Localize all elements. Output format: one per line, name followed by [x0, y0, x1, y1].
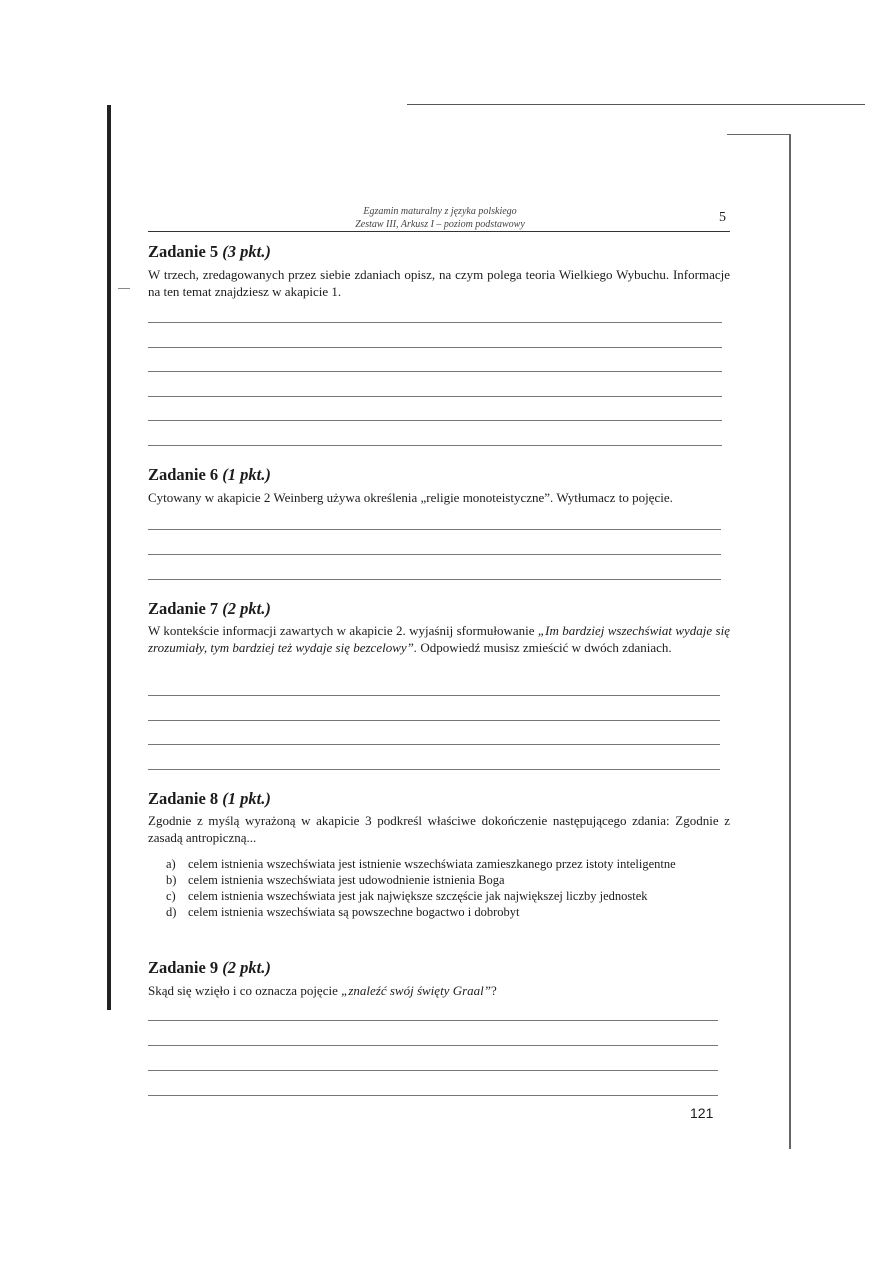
header-rule	[148, 231, 730, 232]
option-label: b)	[166, 873, 177, 887]
task-7-points: (2 pkt.)	[222, 599, 271, 618]
task-9-text-before: Skąd się wzięło i co oznacza pojęcie	[148, 983, 342, 998]
scan-edge-top	[407, 104, 865, 105]
answer-line[interactable]	[148, 720, 720, 721]
page-number-bottom: 121	[690, 1105, 714, 1121]
answer-line[interactable]	[148, 1020, 718, 1021]
task-7-title-text: Zadanie 7	[148, 599, 219, 618]
answer-line[interactable]	[148, 371, 722, 372]
task-8-title	[148, 789, 271, 809]
page-number-top: 5	[719, 210, 726, 225]
task-9-title-text: Zadanie 9	[148, 958, 219, 977]
task-6-text: Cytowany w akapicie 2 Weinberg używa określenia „religie monoteistyczne”. Wytłumacz to pojęcie.	[148, 490, 673, 505]
task-5-text: W trzech, zredagowanych przez siebie zdaniach opisz, na czym polega teoria Wielkiego Wybuchu. Informacje na ten temat znajdziesz w akapicie 1.	[148, 267, 730, 299]
task-7-quote: „Im bardziej wszechświat wydaje się zrozumiały, tym bardziej też wydaje się bezcelowy”.	[148, 623, 730, 655]
option-c[interactable]	[166, 888, 728, 904]
option-label: a)	[166, 857, 176, 871]
task-7-text	[148, 622, 730, 656]
scan-edge-right-top	[727, 134, 791, 135]
task-9-text-after: ?	[490, 983, 497, 998]
option-label: d)	[166, 905, 177, 919]
task-8-text: Zgodnie z myślą wyrażoną w akapicie 3 podkreśl właściwe dokończenie następującego zdania: Zgodnie z zasadą antropiczną...	[148, 813, 730, 845]
running-head	[280, 205, 600, 231]
task-7-title	[148, 599, 271, 619]
scan-edge-right	[789, 134, 791, 1149]
task-6-points: (1 pkt.)	[222, 465, 271, 484]
task-9-points: (2 pkt.)	[222, 958, 271, 977]
option-text: celem istnienia wszechświata jest udowodnienie istnienia Boga	[188, 873, 505, 887]
task-8-points: (1 pkt.)	[222, 789, 271, 808]
scan-mark	[118, 288, 130, 289]
task-8-options	[166, 856, 728, 920]
scan-edge-left	[107, 105, 111, 1010]
task-9-quote: „znaleźć swój święty Graal”	[341, 983, 491, 998]
answer-line[interactable]	[148, 1045, 718, 1046]
task-8-title-text: Zadanie 8	[148, 789, 219, 808]
answer-line[interactable]	[148, 347, 722, 348]
answer-line[interactable]	[148, 420, 722, 421]
answer-line[interactable]	[148, 579, 721, 580]
option-label: c)	[166, 889, 176, 903]
option-text: celem istnienia wszechświata jest istnienie wszechświata zamieszkanego przez istoty inteligentne	[188, 857, 676, 871]
answer-line[interactable]	[148, 1095, 718, 1096]
answer-line[interactable]	[148, 1070, 718, 1071]
answer-line[interactable]	[148, 529, 721, 530]
task-5-title-text: Zadanie 5	[148, 242, 219, 261]
option-a[interactable]	[166, 856, 728, 872]
task-5-points: (3 pkt.)	[222, 242, 271, 261]
option-text: celem istnienia wszechświata są powszechne bogactwo i dobrobyt	[188, 905, 520, 919]
task-9-text	[148, 982, 730, 999]
option-d[interactable]	[166, 904, 728, 920]
task-7-text-after: Odpowiedź musisz zmieścić w dwóch zdaniach.	[417, 640, 672, 655]
answer-line[interactable]	[148, 445, 722, 446]
task-6-title	[148, 465, 271, 485]
answer-line[interactable]	[148, 744, 720, 745]
running-head-line1: Egzamin maturalny z języka polskiego	[363, 206, 517, 217]
task-9-title	[148, 958, 271, 978]
task-7-text-before: W kontekście informacji zawartych w akapicie 2. wyjaśnij sformułowanie	[148, 623, 538, 638]
answer-line[interactable]	[148, 695, 720, 696]
answer-line[interactable]	[148, 322, 722, 323]
option-text: celem istnienia wszechświata jest jak największe szczęście jak największej liczby jednostek	[188, 889, 648, 903]
option-b[interactable]	[166, 872, 728, 888]
answer-line[interactable]	[148, 396, 722, 397]
task-6-title-text: Zadanie 6	[148, 465, 219, 484]
answer-line[interactable]	[148, 554, 721, 555]
task-5-title	[148, 242, 271, 262]
running-head-line2: Zestaw III, Arkusz I – poziom podstawowy	[355, 219, 525, 230]
answer-line[interactable]	[148, 769, 720, 770]
